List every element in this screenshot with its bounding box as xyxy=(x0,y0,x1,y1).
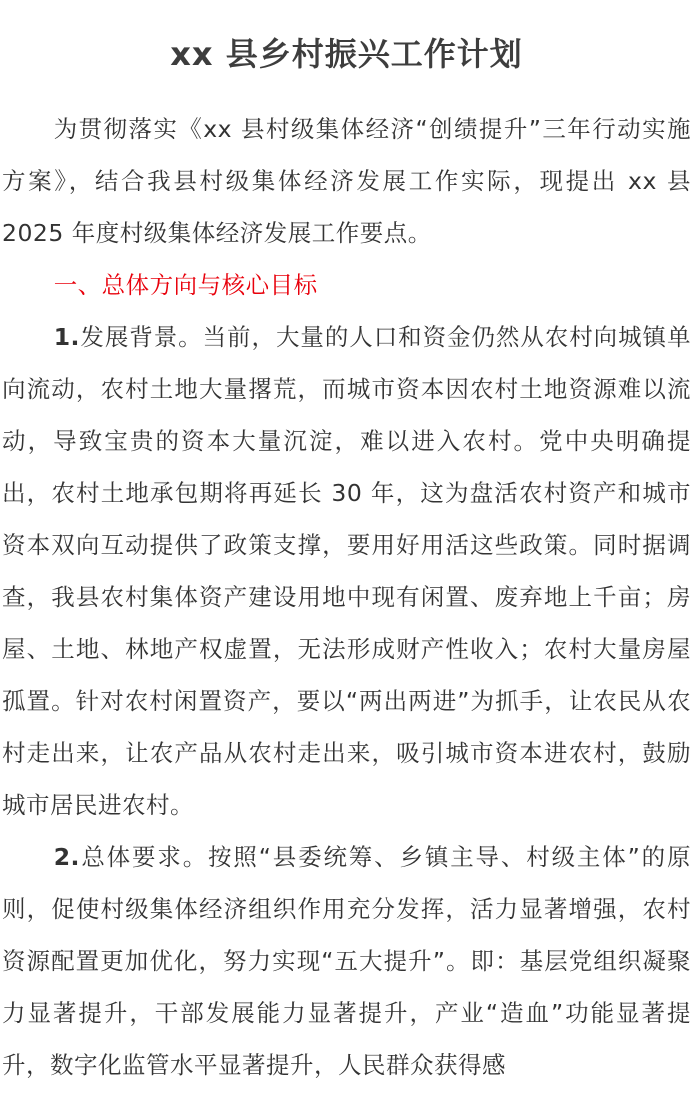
item-1-number: 1. xyxy=(53,323,80,351)
item-2-text: 总体要求。按照“县委统筹、乡镇主导、村级主体”的原则，促使村级集体经济组织作用充分发挥，活力显著增强，农村资源配置更加优化，努力实现“五大提升”。即：基层党组织凝聚力显著提升，干部发展能力显著提升，产业“造血”功能显著提升，数字化监管水平显著提升，人民群众获得感 xyxy=(2,843,691,1079)
item-2-paragraph xyxy=(2,831,691,1091)
document-title: xx 县乡村振兴工作计划 xyxy=(170,35,523,73)
document-body xyxy=(2,103,691,1091)
intro-paragraph: 为贯彻落实《xx 县村级集体经济“创绩提升”三年行动实施方案》，结合我县村级集体经济发展工作实际，现提出 xx 县 2025 年度村级集体经济发展工作要点。 xyxy=(2,115,691,247)
item-2-number: 2. xyxy=(53,843,80,871)
item-1-text: 发展背景。当前，大量的人口和资金仍然从农村向城镇单向流动，农村土地大量撂荒，而城市资本因农村土地资源难以流动，导致宝贵的资本大量沉淀，难以进入农村。党中央明确提出，农村土地承包期将再延长 30 年，这为盘活农村资产和城市资本双向互动提供了政策支撑，要用好用活这些政策。同时据调查，我县农村集体资产建设用地中现有闲置、废弃地上千亩；房屋、土地、林地产权虚置，无法形成财产性收入；农村大量房屋孤置。针对农村闲置资产，要以“两出两进”为抓手，让农民从农村走出来，让农产品从农村走出来，吸引城市资本进农村，鼓励城市居民进农村。 xyxy=(2,323,691,819)
item-1-paragraph xyxy=(2,311,691,831)
section-heading: 一、总体方向与核心目标 xyxy=(53,271,318,299)
